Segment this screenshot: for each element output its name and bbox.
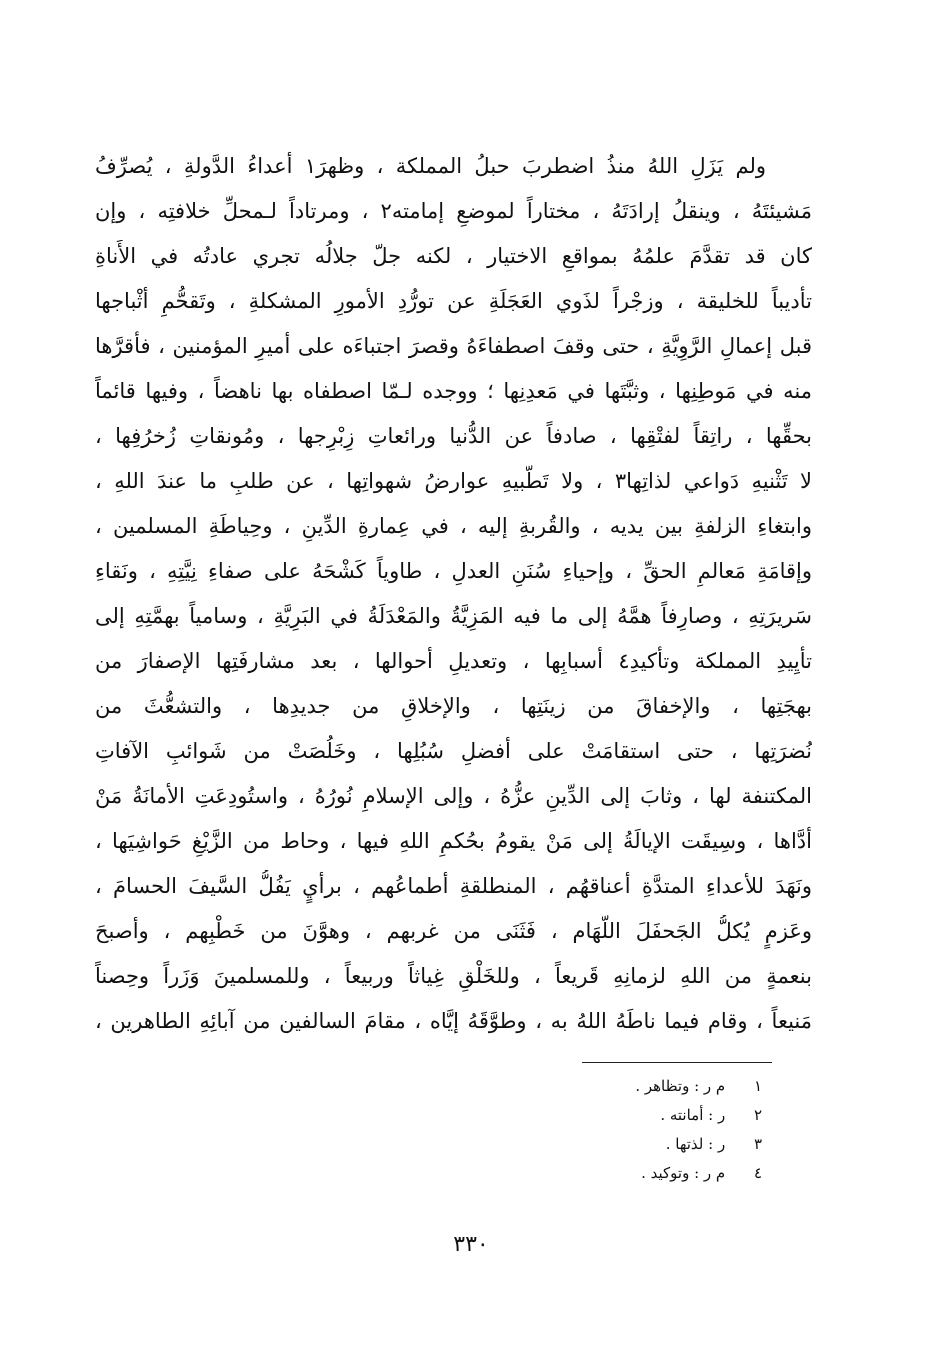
text-line-13: بهجَتِها ، والإخفاقَ من زينَتِها ، والإخلاقِ من جديدِها ، والتشعُّثَ من [95,694,812,718]
footnote-number: ٢ [753,1106,762,1124]
footnote-text: م ر : وتظاهر . [635,1077,726,1095]
main-text-block [95,150,812,1050]
footnote-text: ر : أمانته . [660,1106,726,1124]
footnote [500,1130,762,1159]
text-line-18: وعَزمٍ يُكلُّ الجَحفَلَ اللُّهَام ، فَثَنَى من غربهم ، وهوَّنَ من خَطْبِهم ، وأصبحَ [95,919,812,943]
footnote [500,1072,762,1101]
text-line-12: تأيِيدِ المملكة وتأكيدِ٤ أسبابِها ، وتعديلِ أحوالها ، بعد مشارفَتِها الإصفارَ من [95,649,812,673]
page-number: ٣٣٠ [453,1232,489,1257]
footnote [500,1101,762,1130]
text-line-20: مَنيعاً ، وقام فيما ناطَهُ اللهُ به ، وطوَّقَهُ إيَّاه ، مقامَ السالفين من آبائِهِ الطاهرين ، [95,1009,812,1033]
text-line-8: لا تَثْنيهِ دَواعي لذاتِها٣ ، ولا تَطَّبيهِ عوارضُ شهواتِها ، عن طلبِ ما عندَ اللهِ ، [95,469,812,493]
text-line-19: بنعمةٍ من اللهِ لزمانِهِ قَريعاً ، وللخَلْقِ غِياثاً وربيعاً ، وللمسلمينَ وَزَراً وحِصناً [95,964,812,988]
text-line-10: وإقامَةِ مَعالمِ الحقِّ ، وإحياءِ سُنَنِ العدلِ ، طاوياً كَشْحَهُ على صفاءِ نِيَّتِهِ ، ونَقاءِ [95,559,812,583]
text-line-14: نُضرَتِها ، حتى استقامَتْ على أفضلِ سُبُلِها ، وخَلُصَتْ من شَوائبِ الآفاتِ [95,739,812,763]
text-line-3: كان قد تقدَّمَ علمُهُ بمواقعِ الاختيار ، لكنه جلّ جلالُه تجري عادتُه في الأَناةِ [95,244,812,268]
text-line-7: بحقِّها ، راتِقاً لفتْقِها ، صادفاً عن الدُّنيا ورائعاتِ زِبْرِجها ، ومُونقاتِ زُخرُفِها ، [95,424,812,448]
text-line-1: ولم يَزَلِ اللهُ منذُ اضطربَ حبلُ المملكة ، وظهرَ١ أعداءُ الدَّولةِ ، يُصرِّفُ [95,154,766,178]
text-line-5: قبل إعمالِ الرَّوِيَّةِ ، حتى وقفَ اصطفاءَهُ وقصرَ اجتباءَه على أميرِ المؤمنين ، فأقرَّها [95,334,812,358]
text-line-6: منه في مَوطِنِها ، وثبَّتَها في مَعدِنِها ؛ ووجده لـمّا اصطفاه بها ناهضاً ، وفيها قائماً [95,379,812,403]
footnote-text: م ر : وتوكيد . [641,1164,726,1182]
text-line-2: مَشيئتَهُ ، وينقلُ إرادَتَهُ ، مختاراً لموضعِ إمامته٢ ، ومرتاداً لـمحلِّ خلافتِه ، وإن [95,199,812,223]
text-line-17: ونَهَدَ للأعداءِ المتدَّةِ أعناقهُم ، المنطلقةِ أطماعُهم ، برأيٍ يَفُلُّ السَّيفَ الحسامَ ، [95,874,812,898]
text-line-4: تأديباً للخليقة ، وزجْراً لذَوي العَجَلَةِ عن تورُّدِ الأمورِ المشكلةِ ، وتَقحُّمِ أثْباجها [95,289,812,313]
text-line-9: وابتغاءِ الزلفةِ بين يديه ، والقُربةِ إليه ، في عِمارةِ الدِّينِ ، وحِياطَةِ المسلمين ، [95,514,812,538]
footnote-number: ١ [753,1077,762,1095]
footnote-text: ر : لذتها . [665,1135,726,1153]
text-line-15: المكتنفة لها ، وثابَ إلى الدِّينِ عزُّهُ ، وإلى الإسلامِ نُورُهُ ، واستُودِعَتِ الأمانَةُ مَنْ [95,784,812,808]
footnote-separator [582,1062,772,1063]
footnote [500,1159,762,1188]
footnote-number: ٣ [753,1135,762,1153]
text-line-11: سَريرَتِهِ ، وصارِفاً همَّهُ إلى ما فيه المَزِيَّةُ والمَعْدَلَةُ في البَرِيَّةِ ، وسامياً بهمَّتِهِ إلى [95,604,812,628]
footnotes [500,1072,762,1188]
footnote-number: ٤ [753,1164,762,1182]
text-line-16: أدَّاها ، وسِيقَت الإيالَةُ إلى مَنْ يقومُ بحُكمِ اللهِ فيها ، وحاط من الزَّيْغِ حَواشِيَها ، [95,829,812,853]
